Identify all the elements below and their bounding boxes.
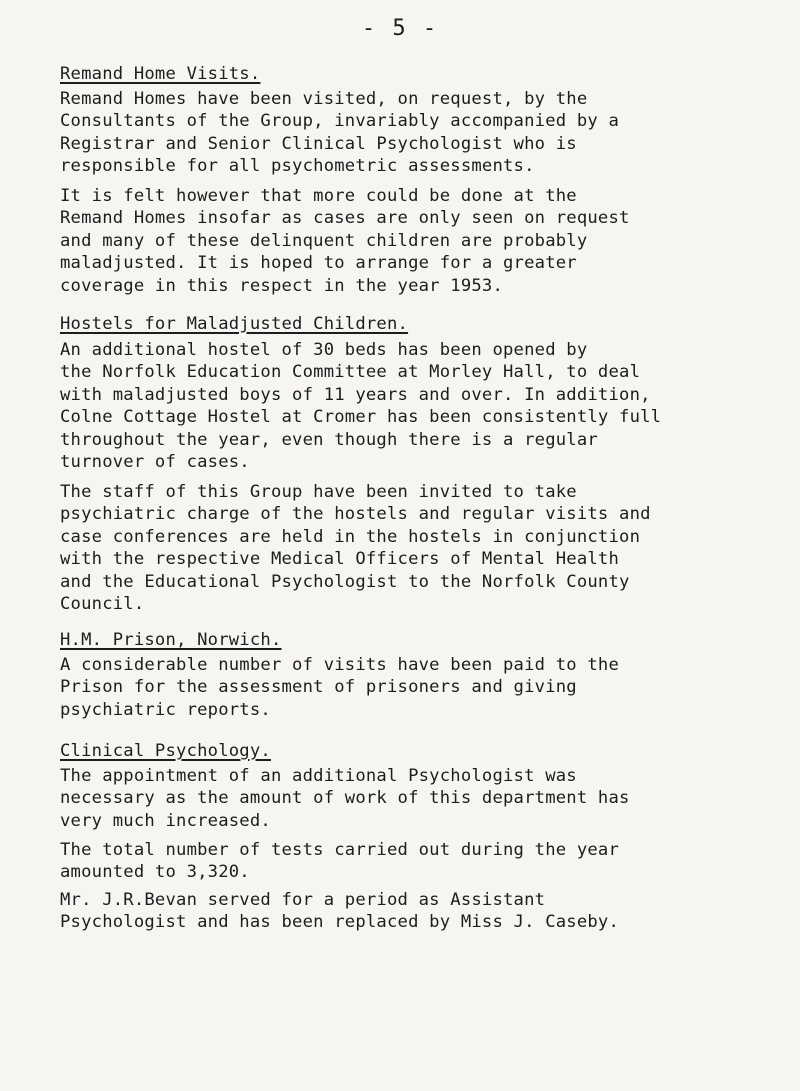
paragraph-prison-visits: A considerable number of visits have been paid to the Prison for the assessment of prisoners and giving psychiatric reports. <box>60 655 620 720</box>
page-number: - 5 - <box>361 16 439 41</box>
section-heading-prison: H.M. Prison, Norwich. <box>60 630 282 650</box>
paragraph-remand-coverage: It is felt however that more could be done at the Remand Homes insofar as cases are only seen on request and many of these delinquent children are probably maladjusted. It is hoped to arrange for a greater coverage in this respect in the year 1953. <box>60 186 630 296</box>
section-heading-clinical-psychology: Clinical Psychology. <box>60 741 271 761</box>
section-heading-remand-home-visits: Remand Home Visits. <box>60 64 261 84</box>
paragraph-psychologist-appointment: The appointment of an additional Psychologist was necessary as the amount of work of this department has very much increased. <box>60 766 630 831</box>
paragraph-remand-visits: Remand Homes have been visited, on request, by the Consultants of the Group, invariably accompanied by a Registrar and Senior Clinical Psychologist who is responsible for all psychometric assessments. <box>60 89 620 177</box>
section-heading-hostels: Hostels for Maladjusted Children. <box>60 314 409 334</box>
paragraph-staff-change: Mr. J.R.Bevan served for a period as Assistant Psychologist and has been replaced by Miss J. Caseby. <box>60 890 620 933</box>
paragraph-hostel-staff: The staff of this Group have been invited to take psychiatric charge of the hostels and regular visits and case conferences are held in the hostels in conjunction with the respective Medical Officers of Mental Health and the Educational Psychologist to the Norfolk County Council. <box>60 482 651 615</box>
paragraph-total-tests: The total number of tests carried out during the year amounted to 3,320. <box>60 840 620 883</box>
paragraph-additional-hostel: An additional hostel of 30 beds has been opened by the Norfolk Education Committee at Morley Hall, to deal with maladjusted boys of 11 years and over. In addition, Colne Cottage Hostel at Cromer has been consistently full throughout the year, even though there is a regular turnover of cases. <box>60 340 662 473</box>
